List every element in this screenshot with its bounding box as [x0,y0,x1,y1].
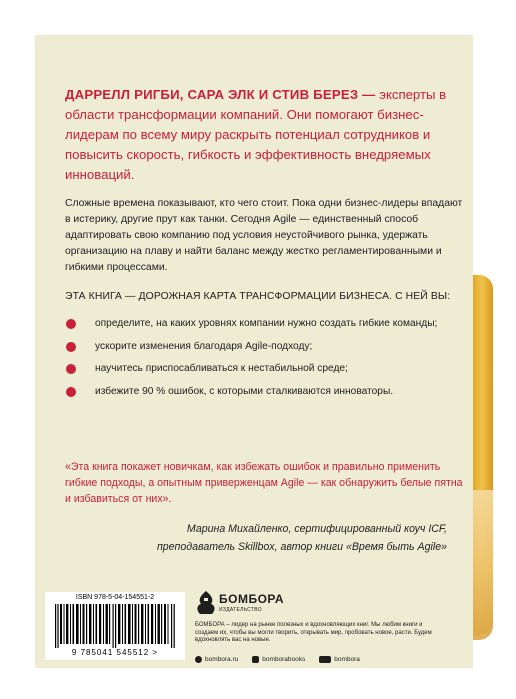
section-title: ЭТА КНИГА — ДОРОЖНАЯ КАРТА ТРАНСФОРМАЦИИ БИЗНЕСА. С НЕЙ ВЫ: [65,291,451,302]
social-link [195,654,238,664]
list-item [65,313,465,336]
messenger-icon [319,656,331,663]
publisher-subname: ИЗДАТЕЛЬСТВО [219,607,262,613]
authors-description: эксперты в области трансформации компаний. Они помогают бизнес-лидерам по всему миру раскрыть потенциал сотрудников и повысить скорость, гибкость и эффективность внедряемых инноваций. [65,87,447,182]
website-icon [195,656,202,663]
bullet-dot-icon [66,364,76,374]
social-label: bombora.ru [205,655,239,663]
authors-blurb [65,85,463,185]
attribution-line-2: преподаватель Skillbox, автор книги «Время быть Agile» [156,541,447,553]
social-link [319,654,360,664]
social-label: bomborabooks [262,655,306,663]
barcode-block [45,592,185,660]
social-link [252,654,305,664]
bullet-dot-icon [66,342,76,352]
bullet-dot-icon [66,387,76,397]
authors-names: ДАРРЕЛЛ РИГБИ, САРА ЭЛК И СТИВ БЕРЕЗ — [65,87,376,102]
publisher-name: БОМБОРА [219,592,285,606]
social-links [195,654,445,664]
benefits-list [65,313,465,404]
publisher-description: БОМБОРА – лидер на рынке полезных и вдохновляющих книг. Мы любим книги и создаем их, чтобы вы могли творить, открывать мир, пробовать новое, расти. Будем вдохновлять вас на новые. [195,622,432,643]
spine-edge-lower [473,490,493,640]
attribution-line-1: Марина Михайленко, сертифицированный коуч ICF, [186,523,447,535]
list-item-text: определите, на каких уровнях компании нужно создать гибкие команды; [95,318,438,329]
lead-paragraph: Сложные времена показывают, кто чего стоит. Пока одни бизнес-лидеры впадают в истерику, другие прут как танки. Сегодня Agile — единственный способ адаптировать свою компанию под условия неустойчивого рынка, удержать организацию на плаву и найти баланс между жестко регламентированными и гибкими процессами. [65,198,463,273]
review-quote: «Эта книга покажет новичкам, как избежать ошибок и правильно применить гибкие подходы, а опытным приверженцам Agile — как обнаружить белые пятна и избавиться от них». [65,461,463,505]
publisher-logo-icon [195,590,217,616]
barcode-icon [55,604,177,648]
list-item [65,381,465,404]
bullet-dot-icon [66,319,76,329]
list-item-text: научитесь приспосабливаться к нестабильной среде; [95,363,348,375]
social-label: bombora [334,655,360,663]
list-item-text: избежите 90 % ошибок, с которыми сталкиваются инноваторы. [95,386,394,398]
quote-attribution [65,520,447,556]
isbn-label: ISBN 978-5-04-154551-2 [75,594,155,601]
list-item [65,358,465,381]
back-cover [35,35,473,668]
barcode-number: 9 785041 545512 > [71,648,159,657]
social-network-icon [252,656,259,663]
list-item [65,336,465,359]
list-item-text: ускорите изменения благодаря Agile-подходу; [95,340,313,352]
